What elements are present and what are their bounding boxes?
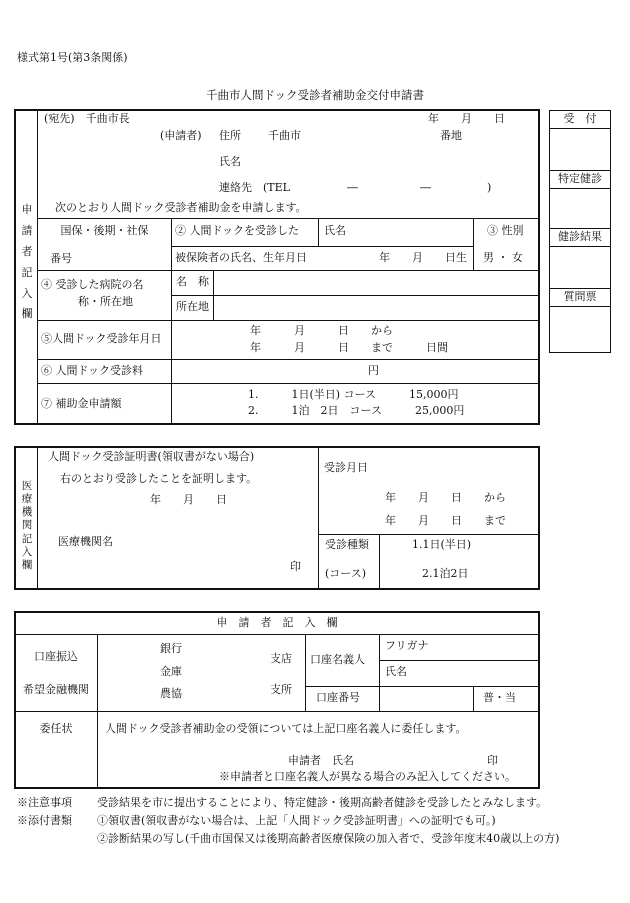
page-title: 千曲市人間ドック受診者補助金交付申請書 <box>205 88 425 102</box>
applicant-sign-label: 申請者 氏名 <box>288 754 354 767</box>
cert-date: 年 月 日 <box>150 493 227 506</box>
branch-label: 支店 <box>270 652 292 665</box>
request-text: 次のとおり人間ドック受診者補助金を申請します。 <box>55 201 307 214</box>
insurance-number-label: 番号 <box>50 252 72 265</box>
contact-label: 連絡先 (TEL <box>219 181 290 194</box>
account-number-label: 口座番号 <box>316 691 360 704</box>
attachments-label: ※添付書類 <box>17 814 72 827</box>
caution-label: ※注意事項 <box>17 796 72 809</box>
city-name: 千曲市 <box>268 129 301 142</box>
exam-type-2: 2.1泊2日 <box>422 567 469 580</box>
cert-text: 右のとおり受診したことを証明します。 <box>60 472 258 485</box>
application-date: 年 月 日 <box>428 112 505 125</box>
office-checkup-result: 健診結果 <box>558 230 602 243</box>
insured-name-label: 氏名 <box>324 224 346 237</box>
visit-date-from: 年 月 日 から <box>385 491 506 504</box>
hospital-name-label: 名 称 <box>176 275 209 288</box>
exam-type-1: 1.1日(半日) <box>412 538 472 551</box>
delegation-label: 委任状 <box>39 722 73 735</box>
office-specific-checkup: 特定健診 <box>558 172 602 185</box>
attachment-2: ②診断結果の写し(千曲市国保又は後期高齢者医療保険の加入者で、受診年度末40歳以上の方) <box>97 832 560 845</box>
institution-seal: 印 <box>290 560 301 573</box>
office-questionnaire: 質問票 <box>563 290 597 303</box>
banchi-label: 番地 <box>440 129 462 142</box>
course-option-1: 1. 1日(半日) コース 15,000円 <box>248 388 459 401</box>
account-holder-label: 口座名義人 <box>310 653 365 666</box>
exam-date-from: 年 月 日 から <box>250 324 393 337</box>
visit-date-label: 受診月日 <box>324 461 368 474</box>
contact-dash-1: ― <box>347 181 358 194</box>
transfer-label: 口座振込 <box>34 650 78 663</box>
applicant-label: (申請者) <box>160 129 202 142</box>
caution-text: 受診結果を市に提出することにより、特定健診・後期高齢者健診を受診したとみなします。 <box>97 796 548 809</box>
addressee: (宛先) 千曲市長 <box>44 112 130 125</box>
insurance-type-label: 国保・後期・社保 <box>60 224 149 237</box>
item6-label: ⑥ 人間ドック受診料 <box>41 364 144 377</box>
item2-label: ② 人間ドックを受診した <box>175 224 300 237</box>
exam-date-to: 年 月 日 まで 日間 <box>250 341 448 354</box>
delegation-note: ※申請者と口座名義人が異なる場合のみ記入してください。 <box>219 770 516 783</box>
visit-date-to: 年 月 日 まで <box>385 514 506 527</box>
delegation-seal: 印 <box>487 754 498 767</box>
medical-side-label: 医療機関記入欄 <box>21 480 33 571</box>
bank-label: 銀行 <box>160 642 182 655</box>
applicant-side-label: 申請者記入欄 <box>21 203 33 321</box>
holder-name-label: 氏名 <box>385 665 407 678</box>
birth-date-label: 年 月 日生 <box>379 251 467 264</box>
form-number: 様式第1号(第3条関係) <box>17 51 128 64</box>
delegation-text: 人間ドック受診者補助金の受領については上記口座名義人に委任します。 <box>105 722 467 735</box>
furigana-label: フリガナ <box>385 639 429 652</box>
applicant-name-label: 氏名 <box>219 155 241 168</box>
bank-section-header: 申 請 者 記 入 欄 <box>216 616 338 629</box>
office-reception: 受 付 <box>563 112 597 125</box>
exam-type-label: 受診種類 <box>325 538 369 551</box>
attachment-1: ①領収書(領収書がない場合は、上記「人間ドック受診証明書」への証明でも可。) <box>97 814 496 827</box>
contact-close: ) <box>487 181 492 194</box>
item5-label: ⑤人間ドック受診年月日 <box>41 332 162 345</box>
sub-branch-label: 支所 <box>270 683 292 696</box>
institution-label: 希望金融機関 <box>23 683 89 696</box>
exam-course-label: (コース) <box>325 567 367 580</box>
item4-label-2: 称・所在地 <box>78 295 133 308</box>
credit-union-label: 金庫 <box>160 665 182 678</box>
gender-label: ③ 性別 <box>487 224 524 237</box>
cert-title: 人間ドック受診証明書(領収書がない場合) <box>48 450 255 463</box>
item7-label: ⑦ 補助金申請額 <box>41 397 122 410</box>
fee-unit: 円 <box>368 364 379 377</box>
course-option-2: 2. 1泊 2日 コース 25,000円 <box>248 404 465 417</box>
hospital-address-label: 所在地 <box>176 300 209 313</box>
contact-dash-2: ― <box>420 181 431 194</box>
institution-name-label: 医療機関名 <box>58 535 113 548</box>
account-type-options: 普・当 <box>483 691 516 704</box>
gender-options: 男 ・ 女 <box>483 251 523 264</box>
address-label: 住所 <box>219 129 241 142</box>
item4-label: ④ 受診した病院の名 <box>41 278 144 291</box>
item2-label-2: 被保険者の氏名、生年月日 <box>175 251 307 264</box>
agri-coop-label: 農協 <box>160 687 182 700</box>
